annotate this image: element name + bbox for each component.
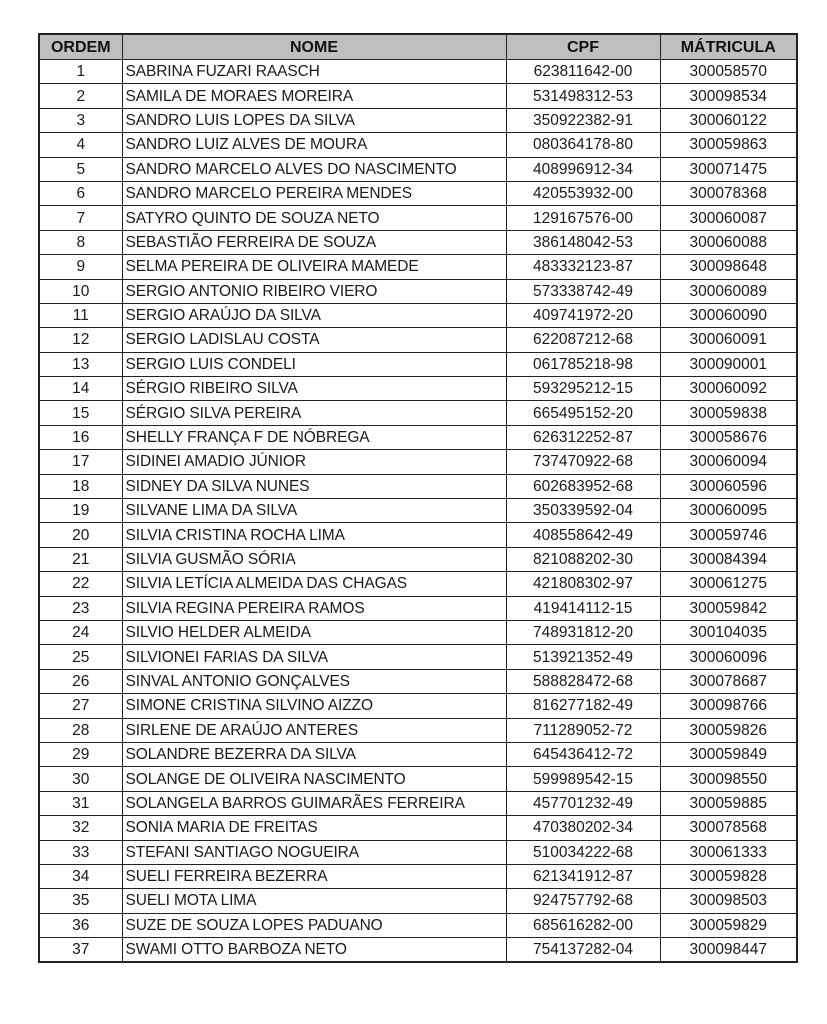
cell-ordem: 9 [39,255,122,279]
header-ordem: ORDEM [39,34,122,60]
cell-nome: SILVIA GUSMÃO SÓRIA [122,547,506,571]
cell-nome: SÉRGIO RIBEIRO SILVA [122,377,506,401]
cell-ordem: 14 [39,377,122,401]
cell-nome: SILVIA CRISTINA ROCHA LIMA [122,523,506,547]
cell-matricula: 300098648 [660,255,797,279]
table-row [39,230,797,254]
cell-cpf: 510034222-68 [506,840,660,864]
table-row [39,401,797,425]
table-row [39,718,797,742]
cell-cpf: 645436412-72 [506,742,660,766]
cell-nome: SIDNEY DA SILVA NUNES [122,474,506,498]
cell-ordem: 3 [39,108,122,132]
cell-ordem: 22 [39,572,122,596]
cell-nome: SILVIA REGINA PEREIRA RAMOS [122,596,506,620]
cell-ordem: 15 [39,401,122,425]
cell-cpf: 408996912-34 [506,157,660,181]
cell-matricula: 300061333 [660,840,797,864]
table-row [39,328,797,352]
cell-matricula: 300059838 [660,401,797,425]
cell-nome: SIMONE CRISTINA SILVINO AIZZO [122,694,506,718]
table-row [39,377,797,401]
cell-nome: SANDRO MARCELO PEREIRA MENDES [122,181,506,205]
cell-cpf: 470380202-34 [506,816,660,840]
cell-nome: SOLANGELA BARROS GUIMARÃES FERREIRA [122,791,506,815]
header-row [39,34,797,60]
cell-nome: SEBASTIÃO FERREIRA DE SOUZA [122,230,506,254]
cell-cpf: 621341912-87 [506,864,660,888]
cell-ordem: 21 [39,547,122,571]
cell-ordem: 11 [39,303,122,327]
cell-nome: SANDRO MARCELO ALVES DO NASCIMENTO [122,157,506,181]
table-row [39,742,797,766]
table-row [39,547,797,571]
cell-nome: SERGIO ANTONIO RIBEIRO VIERO [122,279,506,303]
cell-cpf: 421808302-97 [506,572,660,596]
table-row [39,133,797,157]
table-row [39,620,797,644]
table-row [39,523,797,547]
cell-matricula: 300061275 [660,572,797,596]
cell-cpf: 821088202-30 [506,547,660,571]
cell-ordem: 36 [39,913,122,937]
table-row [39,840,797,864]
cell-cpf: 665495152-20 [506,401,660,425]
cell-cpf: 737470922-68 [506,450,660,474]
cell-matricula: 300104035 [660,620,797,644]
table-row [39,938,797,963]
cell-nome: SILVIA LETÍCIA ALMEIDA DAS CHAGAS [122,572,506,596]
cell-cpf: 623811642-00 [506,60,660,84]
cell-matricula: 300098503 [660,889,797,913]
table-row [39,352,797,376]
table-row [39,450,797,474]
cell-nome: SIRLENE DE ARAÚJO ANTERES [122,718,506,742]
cell-matricula: 300078368 [660,181,797,205]
cell-ordem: 26 [39,669,122,693]
cell-matricula: 300060090 [660,303,797,327]
cell-nome: SILVIONEI FARIAS DA SILVA [122,645,506,669]
table-row [39,303,797,327]
cell-ordem: 4 [39,133,122,157]
cell-cpf: 588828472-68 [506,669,660,693]
table-row [39,255,797,279]
cell-nome: SIDINEI AMADIO JÚNIOR [122,450,506,474]
table-row [39,694,797,718]
cell-ordem: 1 [39,60,122,84]
cell-cpf: 754137282-04 [506,938,660,963]
cell-nome: SUELI FERREIRA BEZERRA [122,864,506,888]
cell-matricula: 300098766 [660,694,797,718]
table-body [39,60,797,963]
cell-cpf: 924757792-68 [506,889,660,913]
cell-nome: SILVIO HELDER ALMEIDA [122,620,506,644]
cell-matricula: 300060088 [660,230,797,254]
cell-matricula: 300060087 [660,206,797,230]
cell-cpf: 483332123-87 [506,255,660,279]
cell-ordem: 25 [39,645,122,669]
table-row [39,84,797,108]
cell-ordem: 5 [39,157,122,181]
cell-ordem: 10 [39,279,122,303]
header-cpf: CPF [506,34,660,60]
table-row [39,913,797,937]
table-row [39,108,797,132]
table-header [39,34,797,60]
cell-ordem: 37 [39,938,122,963]
cell-ordem: 19 [39,499,122,523]
cell-ordem: 13 [39,352,122,376]
cell-matricula: 300098447 [660,938,797,963]
cell-ordem: 6 [39,181,122,205]
cell-nome: SELMA PEREIRA DE OLIVEIRA MAMEDE [122,255,506,279]
cell-cpf: 386148042-53 [506,230,660,254]
cell-ordem: 27 [39,694,122,718]
table-row [39,669,797,693]
cell-ordem: 7 [39,206,122,230]
table-row [39,157,797,181]
cell-matricula: 300058570 [660,60,797,84]
cell-matricula: 300060096 [660,645,797,669]
table-row [39,889,797,913]
cell-cpf: 350922382-91 [506,108,660,132]
cell-cpf: 408558642-49 [506,523,660,547]
cell-matricula: 300084394 [660,547,797,571]
cell-matricula: 300059885 [660,791,797,815]
cell-cpf: 513921352-49 [506,645,660,669]
cell-cpf: 457701232-49 [506,791,660,815]
cell-ordem: 12 [39,328,122,352]
cell-matricula: 300058676 [660,425,797,449]
cell-ordem: 16 [39,425,122,449]
cell-nome: SUELI MOTA LIMA [122,889,506,913]
table-row [39,816,797,840]
cell-matricula: 300060089 [660,279,797,303]
cell-ordem: 24 [39,620,122,644]
table-row [39,791,797,815]
cell-matricula: 300060596 [660,474,797,498]
cell-cpf: 593295212-15 [506,377,660,401]
cell-cpf: 419414112-15 [506,596,660,620]
cell-matricula: 300060092 [660,377,797,401]
cell-nome: SATYRO QUINTO DE SOUZA NETO [122,206,506,230]
cell-nome: SONIA MARIA DE FREITAS [122,816,506,840]
cell-cpf: 622087212-68 [506,328,660,352]
cell-cpf: 409741972-20 [506,303,660,327]
cell-ordem: 20 [39,523,122,547]
cell-matricula: 300071475 [660,157,797,181]
cell-matricula: 300059829 [660,913,797,937]
cell-cpf: 350339592-04 [506,499,660,523]
cell-nome: SWAMI OTTO BARBOZA NETO [122,938,506,963]
cell-ordem: 18 [39,474,122,498]
cell-nome: STEFANI SANTIAGO NOGUEIRA [122,840,506,864]
cell-nome: SHELLY FRANÇA F DE NÓBREGA [122,425,506,449]
header-matricula: MÁTRICULA [660,34,797,60]
cell-matricula: 300059746 [660,523,797,547]
cell-cpf: 531498312-53 [506,84,660,108]
cell-nome: SILVANE LIMA DA SILVA [122,499,506,523]
cell-cpf: 626312252-87 [506,425,660,449]
cell-ordem: 17 [39,450,122,474]
table-row [39,572,797,596]
cell-nome: SANDRO LUIS LOPES DA SILVA [122,108,506,132]
table-row [39,767,797,791]
cell-nome: SÉRGIO SILVA PEREIRA [122,401,506,425]
cell-ordem: 34 [39,864,122,888]
cell-matricula: 300059863 [660,133,797,157]
cell-matricula: 300059826 [660,718,797,742]
cell-ordem: 23 [39,596,122,620]
cell-matricula: 300098534 [660,84,797,108]
cell-nome: SOLANGE DE OLIVEIRA NASCIMENTO [122,767,506,791]
cell-nome: SANDRO LUIZ ALVES DE MOURA [122,133,506,157]
cell-nome: SERGIO LUIS CONDELI [122,352,506,376]
cell-cpf: 573338742-49 [506,279,660,303]
cell-matricula: 300059828 [660,864,797,888]
cell-nome: SABRINA FUZARI RAASCH [122,60,506,84]
cell-cpf: 061785218-98 [506,352,660,376]
cell-nome: SAMILA DE MORAES MOREIRA [122,84,506,108]
cell-matricula: 300078687 [660,669,797,693]
cell-matricula: 300060095 [660,499,797,523]
header-nome: NOME [122,34,506,60]
cell-cpf: 080364178-80 [506,133,660,157]
cell-ordem: 8 [39,230,122,254]
cell-matricula: 300078568 [660,816,797,840]
cell-ordem: 28 [39,718,122,742]
cell-nome: SOLANDRE BEZERRA DA SILVA [122,742,506,766]
table-row [39,60,797,84]
cell-ordem: 32 [39,816,122,840]
table-row [39,645,797,669]
table-row [39,596,797,620]
cell-matricula: 300060091 [660,328,797,352]
cell-ordem: 33 [39,840,122,864]
cell-nome: SINVAL ANTONIO GONÇALVES [122,669,506,693]
table-row [39,474,797,498]
cell-nome: SERGIO ARAÚJO DA SILVA [122,303,506,327]
table-row [39,499,797,523]
cell-cpf: 602683952-68 [506,474,660,498]
cell-matricula: 300090001 [660,352,797,376]
table-row [39,864,797,888]
table-row [39,279,797,303]
cell-matricula: 300059842 [660,596,797,620]
cell-matricula: 300059849 [660,742,797,766]
cell-ordem: 35 [39,889,122,913]
cell-ordem: 31 [39,791,122,815]
table-row [39,425,797,449]
cell-nome: SERGIO LADISLAU COSTA [122,328,506,352]
cell-matricula: 300060122 [660,108,797,132]
table-row [39,181,797,205]
cell-cpf: 599989542-15 [506,767,660,791]
cell-cpf: 129167576-00 [506,206,660,230]
cell-cpf: 711289052-72 [506,718,660,742]
cell-cpf: 420553932-00 [506,181,660,205]
table-row [39,206,797,230]
cell-nome: SUZE DE SOUZA LOPES PADUANO [122,913,506,937]
cell-ordem: 30 [39,767,122,791]
cell-cpf: 685616282-00 [506,913,660,937]
cell-ordem: 2 [39,84,122,108]
people-table [38,33,798,963]
cell-matricula: 300060094 [660,450,797,474]
cell-matricula: 300098550 [660,767,797,791]
cell-cpf: 748931812-20 [506,620,660,644]
cell-cpf: 816277182-49 [506,694,660,718]
cell-ordem: 29 [39,742,122,766]
